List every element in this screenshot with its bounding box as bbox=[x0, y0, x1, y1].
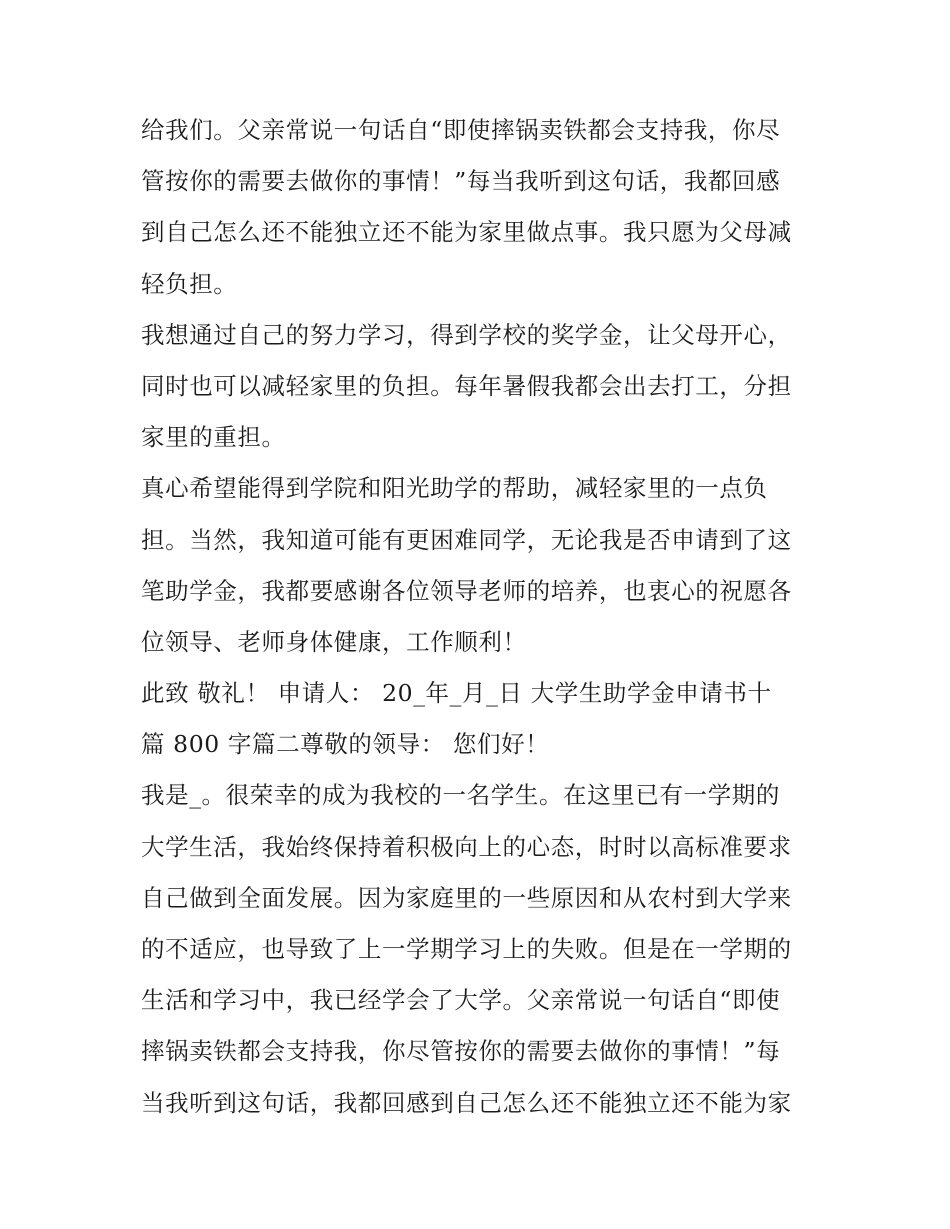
text-line: 真心希望能得到学院和阳光助学的帮助，减轻家里的一点负 bbox=[141, 474, 768, 503]
text-line: 生活和学习中，我已经学会了大学。父亲常说一句话自“即使 bbox=[141, 986, 781, 1015]
text-line: 家里的重担。 bbox=[141, 423, 286, 452]
text-line: 位领导、老师身体健康，工作顺利！ bbox=[141, 627, 527, 656]
text-line: 轻负担。 bbox=[141, 269, 238, 298]
text-line: 我想通过自己的努力学习，得到学校的奖学金，让父母开心， bbox=[141, 320, 792, 349]
text-line: 当我听到这句话，我都回感到自己怎么还不能独立还不能为家 bbox=[141, 1088, 792, 1117]
text-line: 摔锅卖铁都会支持我，你尽管按你的需要去做你的事情！”每 bbox=[141, 1037, 781, 1066]
text-line: 的不适应，也导致了上一学期学习上的失败。但是在一学期的 bbox=[141, 935, 792, 963]
text-line: 我是_。很荣幸的成为我校的一名学生。在这里已有一学期的 bbox=[141, 781, 780, 810]
text-line: 给我们。父亲常说一句话自“即使摔锅卖铁都会支持我，你尽 bbox=[141, 116, 781, 144]
text-line: 自己做到全面发展。因为家庭里的一些原因和从农村到大学来 bbox=[141, 883, 792, 912]
document-body bbox=[141, 105, 821, 1129]
text-line: 此致 敬礼！ 申请人： 20_年_月_日 大学生助学金申请书十 bbox=[141, 679, 772, 708]
text-line: 笔助学金，我都要感谢各位领导老师的培养，也衷心的祝愿各 bbox=[141, 576, 792, 605]
text-line: 管按你的需要去做你的事情！”每当我听到这句话，我都回感 bbox=[141, 167, 781, 196]
text-line: 篇 800 字篇二尊敬的领导： 您们好！ bbox=[141, 730, 550, 759]
text-line: 大学生活，我始终保持着积极向上的心态，时时以高标准要求 bbox=[141, 832, 792, 861]
text-line: 担。当然，我知道可能有更困难同学，无论我是否申请到了这 bbox=[141, 525, 792, 554]
text-line: 同时也可以减轻家里的负担。每年暑假我都会出去打工，分担 bbox=[141, 371, 792, 400]
text-line: 到自己怎么还不能独立还不能为家里做点事。我只愿为父母减 bbox=[141, 218, 792, 247]
